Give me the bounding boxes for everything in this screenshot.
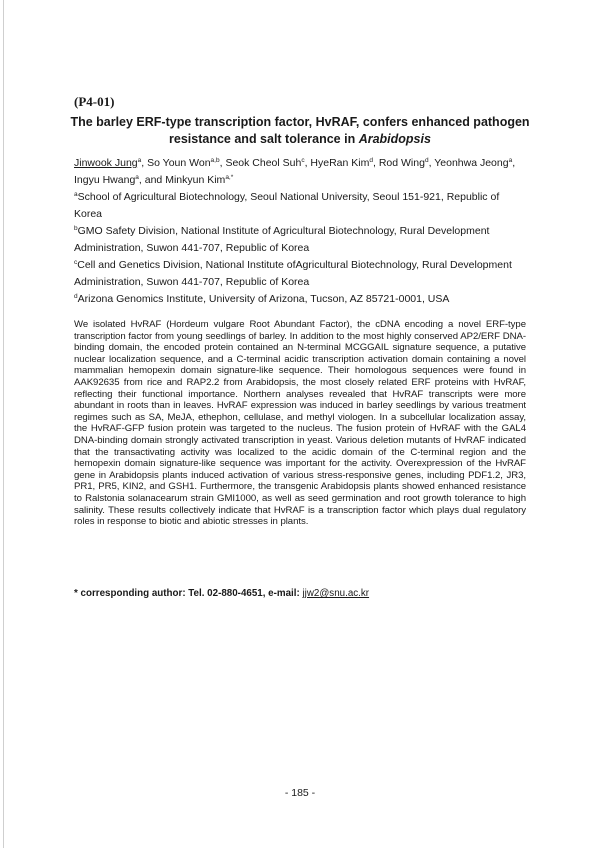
author-name: Ingyu Hwang xyxy=(74,174,136,186)
author-line-2 xyxy=(74,172,526,189)
author-name: Minkyun Kim xyxy=(165,174,226,186)
affiliation xyxy=(74,189,526,223)
abstract-text: We isolated HvRAF (Hordeum vulgare Root Abundant Factor), the cDNA encoding a novel ERF-type transcription factor from young seedlings of barley. In addition to the most highly conserved AP2/ERF DNA-binding domain, the encoded protein contained an N-terminal MCGGAIL signature sequence, a putative nuclear localization sequence, and a C-terminal acidic transcription activation domain containing a novel mammalian hemopexin domain signature-like sequence. Their homologous sequences were found in AAK92635 from rice and RAP2.2 from Arabidopsis, the most closely related ERF proteins with HvRAF, reflecting their functional importance. Northern analyses revealed that HvRAF transcripts were more abundant in roots than in leaves. HvRAF expression was induced in barley seedlings by various treatment regimes such as SA, MeJA, ethephon, cellulase, and methyl viologen. In a subcellular localization assay, the HvRAF-GFP fusion protein was targeted to the nucleus. The fusion protein of HvRAF with the GAL4 DNA-binding domain strongly activated transcription in yeast. Various deletion mutants of HvRAF indicated that the transactivating activity was localized to the acidic domain of the C-terminal region and the hemopexin domain signature-like sequence was important for the activity. Overexpression of the HvRAF gene in Arabidopsis plants induced activation of various stress-responsive genes, including PDF1.2, JR3, PR1, PR5, KIN2, and GSH1. Furthermore, the transgenic Arabidopsis plants showed enhanced resistance to Ralstonia solanacearum strain GMI1000, as well as seed germination and root growth tolerance to high salinity. These results collectively indicate that HvRAF is a transcription factor which plays dual regulatory roles in response to biotic and abiotic stresses in plants. xyxy=(74,319,526,528)
affiliation-sup: a xyxy=(74,191,78,198)
affiliation-sup: b xyxy=(74,225,78,232)
session-code: (P4-01) xyxy=(74,94,115,109)
affiliation xyxy=(74,291,526,308)
author-name: Rod Wing xyxy=(378,157,425,169)
author-sup: a xyxy=(137,157,142,164)
author-name: Yeonhwa Jeong xyxy=(434,157,509,169)
email-link[interactable]: jjw2@snu.ac.kr xyxy=(302,588,370,599)
title-italic: Arabidopsis xyxy=(358,132,431,146)
affiliation-sup: c xyxy=(74,259,78,266)
affiliation-text: School of Agricultural Biotechnology, Seoul National University, Seoul 151-921, Republic of Korea xyxy=(74,191,500,220)
author-name: Jinwook Jung xyxy=(74,157,138,169)
author-sup: d xyxy=(369,157,373,164)
author-sup: d xyxy=(424,157,429,164)
paper-title xyxy=(62,114,538,148)
author-sup: a,b xyxy=(210,157,220,164)
affiliation-text: Cell and Genetics Division, National Institute ofAgricultural Biotechnology, Rural Development Administration, Suwon 441-707, Republic of Korea xyxy=(74,259,512,288)
corresponding-author xyxy=(74,588,369,599)
author-name: Seok Cheol Suh xyxy=(225,157,302,169)
authors-affiliations xyxy=(74,155,526,308)
author-sup: a xyxy=(135,174,139,181)
page-number: - 185 - xyxy=(284,787,316,799)
affiliation-sup: d xyxy=(74,293,78,300)
author-name: So Youn Won xyxy=(147,157,211,169)
title-line-2 xyxy=(62,131,538,148)
author-sup: a,* xyxy=(225,174,234,181)
author-name: HyeRan Kim xyxy=(310,157,370,169)
page-edge xyxy=(3,0,4,848)
affiliation-text: Arizona Genomics Institute, University of Arizona, Tucson, AZ 85721-0001, USA xyxy=(77,293,450,305)
title-text: resistance and salt tolerance in xyxy=(169,132,359,146)
affiliation xyxy=(74,257,526,291)
author-sup: c xyxy=(301,157,305,164)
title-line-1: The barley ERF-type transcription factor, HvRAF, confers enhanced pathogen xyxy=(70,115,530,129)
author-and: , and xyxy=(138,174,166,186)
author-line-1: Jinwook Jung$^a$, So Youn Won$^{a,b}$, Seok Cheol Suh$^c$, HyeRan Kim$^d$, Rod Wing$^d$, Yeonhwa Jeong$^a$, xyxy=(74,157,516,169)
author-sup: a xyxy=(508,157,513,164)
corresponding-text: * corresponding author: Tel. 02-880-4651, e-mail: xyxy=(74,588,303,599)
affiliation-text: GMO Safety Division, National Institute of Agricultural Biotechnology, Rural Development Administration, Suwon 441-707, Republic of Korea xyxy=(74,225,490,254)
affiliation xyxy=(74,223,526,257)
abstract xyxy=(74,319,526,528)
